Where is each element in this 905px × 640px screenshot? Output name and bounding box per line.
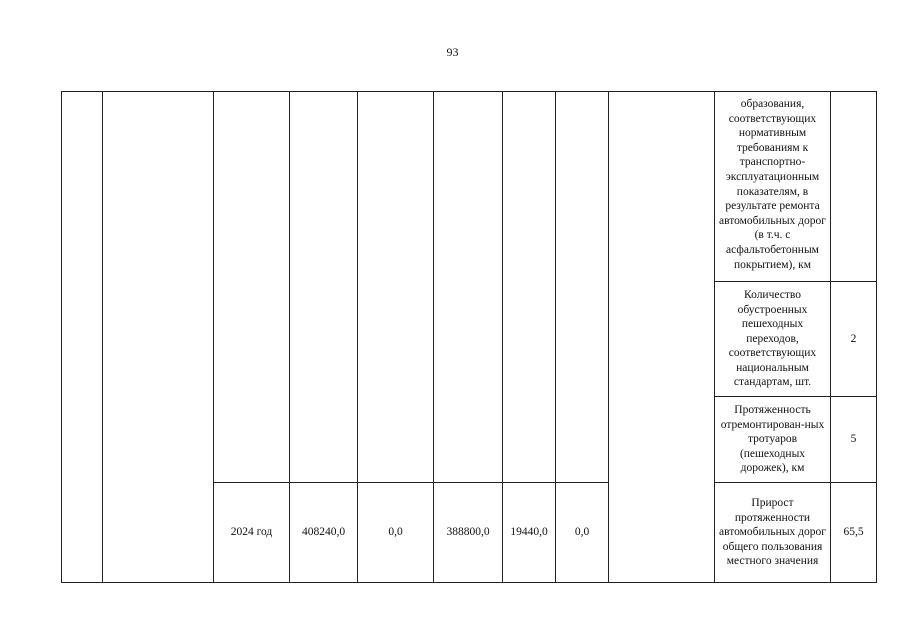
indicator-value-cell: [831, 92, 877, 282]
page-number: 93: [446, 45, 459, 59]
indicator-value-cell: 2: [831, 282, 877, 397]
year-cell: 2024 год: [214, 483, 290, 583]
indicator-value-cell: 5: [831, 397, 877, 483]
local-budget-cell: [503, 92, 556, 483]
number-cell: [62, 92, 103, 583]
program-table: [61, 91, 877, 583]
federal-budget-cell: 0,0: [358, 483, 434, 583]
indicator-value-cell: 65,5: [831, 483, 877, 583]
indicator-cell: образования, соответствующих нормативным требованиям к транспортно-эксплуатационным показателям, в результате ремонта автомобильных дорог (в т.ч. с асфальтобетонным покрытием), км: [715, 92, 831, 282]
table-row: [62, 92, 877, 282]
indicator-cell: Протяженность отремонтирован-ных тротуаров (пешеходных дорожек), км: [715, 397, 831, 483]
local-budget-cell: 19440,0: [503, 483, 556, 583]
regional-budget-cell: [434, 92, 503, 483]
year-cell: [214, 92, 290, 483]
regional-budget-cell: 388800,0: [434, 483, 503, 583]
executor-cell: [609, 92, 715, 583]
total-cell: 408240,0: [290, 483, 358, 583]
measure-name-cell: [103, 92, 214, 583]
other-sources-cell: 0,0: [556, 483, 609, 583]
indicator-cell: Количество обустроенных пешеходных переходов, соответствующих национальным стандартам, шт.: [715, 282, 831, 397]
other-sources-cell: [556, 92, 609, 483]
federal-budget-cell: [358, 92, 434, 483]
total-cell: [290, 92, 358, 483]
indicator-cell: Прирост протяженности автомобильных дорог общего пользования местного значения: [715, 483, 831, 583]
